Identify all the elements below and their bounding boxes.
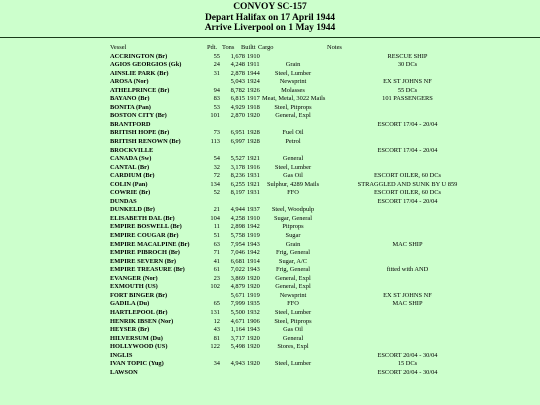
cell-cargo: Steel, Lumber — [274, 69, 312, 77]
cell-built: 1920 — [247, 343, 260, 351]
cell-vessel: DUNKELD (Br) — [110, 206, 155, 214]
table-row — [0, 343, 540, 352]
cell-tons: 4,943 — [230, 360, 245, 368]
cell-built: 1926 — [247, 86, 260, 94]
cell-vessel: BROCKVILLE — [110, 146, 154, 154]
cell-built: 1916 — [247, 163, 260, 171]
column-header-cargo: Cargo — [258, 44, 274, 51]
table-row — [0, 206, 540, 215]
cell-vessel: EXMOUTH (US) — [110, 283, 158, 291]
cell-tons: 2,878 — [230, 69, 245, 77]
cell-notes: fitted with AND — [386, 266, 429, 274]
cell-notes: ESCORT 17/04 - 20/04 — [377, 120, 438, 128]
cell-pdt: 55 — [213, 52, 220, 60]
cell-built: 1920 — [247, 334, 260, 342]
table-row — [0, 78, 540, 87]
table-row — [0, 318, 540, 327]
table-row — [0, 300, 540, 309]
cell-vessel: COLIN (Pan) — [110, 180, 148, 188]
cell-vessel: INGLIS — [110, 351, 133, 359]
cell-notes: 55 DCs — [397, 86, 418, 94]
cell-cargo: Newsprint — [279, 78, 307, 86]
cell-built: 1943 — [247, 240, 260, 248]
cell-notes: 30 DCs — [397, 61, 418, 69]
cell-pdt: 73 — [213, 129, 220, 137]
cell-tons: 3,717 — [230, 334, 245, 342]
table-row — [0, 275, 540, 284]
cell-vessel: COWRIE (Br) — [110, 189, 151, 197]
cell-pdt: 131 — [210, 308, 220, 316]
cell-notes: EX ST JOHNS NF — [383, 78, 432, 86]
document-header — [0, 0, 540, 34]
cell-pdt: 24 — [213, 61, 220, 69]
cell-cargo: Steel, Pitprops — [274, 103, 312, 111]
cell-pdt: 54 — [213, 155, 220, 163]
cell-tons: 5,498 — [230, 343, 245, 351]
cell-built: 1928 — [247, 138, 260, 146]
cell-notes: MAC SHIP — [392, 240, 423, 248]
cell-tons: 7,022 — [230, 266, 245, 274]
cell-tons: 5,758 — [230, 232, 245, 240]
cell-cargo: Pitprops — [282, 223, 304, 231]
column-header-vessel: Vessel — [110, 44, 127, 51]
table-row — [0, 326, 540, 335]
table-body — [0, 53, 540, 378]
cell-cargo: Sulphur, 4289 Mails — [266, 180, 320, 188]
cell-built: 1943 — [247, 326, 260, 334]
cell-vessel: CANADA (Sw) — [110, 155, 152, 163]
cell-built: 1935 — [247, 300, 260, 308]
cell-vessel: EMPIRE BOSWELL (Br) — [110, 223, 182, 231]
cell-cargo: FFO — [287, 189, 299, 197]
cell-cargo: Steel, Lumber — [274, 308, 312, 316]
cell-built: 1920 — [247, 274, 260, 282]
cell-pdt: 71 — [213, 249, 220, 257]
cell-notes: ESCORT 20/04 - 30/04 — [377, 351, 438, 359]
cell-pdt: 53 — [213, 103, 220, 111]
cell-tons: 3,178 — [230, 163, 245, 171]
cell-pdt: 102 — [210, 283, 220, 291]
cell-vessel: FORT BINGER (Br) — [110, 291, 168, 299]
cell-built: 1931 — [247, 172, 260, 180]
cell-cargo: Molasses — [281, 86, 305, 94]
cell-cargo: Frig, General — [275, 266, 311, 274]
cell-pdt: 12 — [213, 317, 220, 325]
cell-vessel: AINSLIE PARK (Br) — [110, 69, 169, 77]
table-row — [0, 181, 540, 190]
cell-notes: ESCORT 17/04 - 20/04 — [377, 197, 438, 205]
cell-vessel: LAWSON — [110, 368, 138, 376]
column-header-notes: Notes — [327, 44, 342, 51]
cell-pdt: 65 — [213, 300, 220, 308]
cell-tons: 2,898 — [230, 223, 245, 231]
table-row — [0, 155, 540, 164]
table-row — [0, 70, 540, 79]
table-row — [0, 112, 540, 121]
cell-built: 1910 — [247, 52, 260, 60]
table-row — [0, 241, 540, 250]
cell-built: 1942 — [247, 249, 260, 257]
cell-cargo: Frig, General — [275, 249, 311, 257]
cell-vessel: IVAN TOPIC (Yug) — [110, 360, 164, 368]
cell-tons: 4,944 — [230, 206, 245, 214]
cell-tons: 5,671 — [230, 291, 245, 299]
cell-tons: 6,255 — [230, 180, 245, 188]
table-row — [0, 138, 540, 147]
cell-cargo: Petrol — [285, 138, 301, 146]
cell-cargo: Meat, Metal, 3022 Mails — [262, 95, 326, 103]
cell-cargo: Gas Oil — [283, 326, 303, 334]
cell-tons: 8,197 — [230, 189, 245, 197]
cell-built: 1928 — [247, 129, 260, 137]
cell-built: 1924 — [247, 78, 260, 86]
cell-built: 1920 — [247, 360, 260, 368]
cell-cargo: General, Expl — [275, 283, 311, 291]
cell-notes: STRAGGLED AND SUNK BY U 859 — [357, 180, 458, 188]
cell-tons: 7,954 — [230, 240, 245, 248]
cell-vessel: BAYANO (Br) — [110, 95, 150, 103]
cell-built: 1920 — [247, 283, 260, 291]
cell-tons: 7,999 — [230, 300, 245, 308]
column-header-pdt: Pdt. — [207, 44, 218, 51]
cell-vessel: HARTLEPOOL (Br) — [110, 308, 168, 316]
cell-tons: 3,869 — [230, 274, 245, 282]
cell-tons: 8,782 — [230, 86, 245, 94]
cell-notes: ESCORT 17/04 - 20/04 — [377, 146, 438, 154]
cell-tons: 4,248 — [230, 61, 245, 69]
arrive-line: Arrive Liverpool on 1 May 1944 — [204, 23, 336, 33]
convoy-table — [0, 44, 540, 377]
cell-pdt: 101 — [210, 112, 220, 120]
cell-tons: 5,527 — [230, 155, 245, 163]
cell-built: 1906 — [247, 317, 260, 325]
cell-notes: RESCUE SHIP — [387, 52, 428, 60]
cell-built: 1911 — [247, 61, 260, 69]
cell-cargo: Fuel Oil — [282, 129, 304, 137]
cell-tons: 8,236 — [230, 172, 245, 180]
cell-vessel: HILVERSUM (Du) — [110, 334, 163, 342]
cell-tons: 2,870 — [230, 112, 245, 120]
cell-tons: 7,046 — [230, 249, 245, 257]
cell-pdt: 31 — [213, 69, 220, 77]
table-row — [0, 95, 540, 104]
cell-notes: 101 PASSENGERS — [382, 95, 433, 103]
table-row — [0, 87, 540, 96]
cell-vessel: AROSA (Nor) — [110, 78, 149, 86]
table-row — [0, 129, 540, 138]
cell-cargo: Steel, Pitprops — [274, 317, 312, 325]
cell-pdt: 61 — [213, 266, 220, 274]
cell-built: 1932 — [247, 308, 260, 316]
cell-cargo: Sugar, General — [273, 214, 313, 222]
cell-cargo: General — [282, 155, 304, 163]
cell-tons: 4,929 — [230, 103, 245, 111]
cell-vessel: DUNDAS — [110, 197, 137, 205]
table-header-row — [0, 44, 540, 53]
cell-built: 1918 — [247, 103, 260, 111]
cell-tons: 1,678 — [230, 52, 245, 60]
cell-tons: 6,997 — [230, 138, 245, 146]
cell-pdt: 41 — [213, 257, 220, 265]
cell-notes: MAC SHIP — [392, 300, 423, 308]
cell-cargo: Steel, Woodpulp — [271, 206, 315, 214]
cell-notes: ESCORT OILER, 60 DCs — [374, 172, 441, 180]
cell-cargo: Sugar, A/C — [278, 257, 308, 265]
cell-built: 1917 — [247, 95, 260, 103]
cell-built: 1920 — [247, 112, 260, 120]
table-row — [0, 258, 540, 267]
cell-cargo: Grain — [285, 240, 301, 248]
cell-vessel: HOLLYWOOD (US) — [110, 343, 168, 351]
table-row — [0, 232, 540, 241]
cell-built: 1919 — [247, 232, 260, 240]
column-header-tons: Tons — [222, 44, 235, 51]
cell-tons: 5,500 — [230, 308, 245, 316]
cell-notes: EX ST JOHNS NF — [383, 291, 432, 299]
table-row — [0, 61, 540, 70]
column-header-built: Builtt — [241, 44, 256, 51]
cell-pdt: 11 — [213, 223, 220, 231]
table-row — [0, 215, 540, 224]
cell-pdt: 134 — [210, 180, 220, 188]
table-row — [0, 360, 540, 369]
cell-built: 1931 — [247, 189, 260, 197]
document-title: CONVOY SC-157 — [233, 2, 307, 12]
cell-pdt: 43 — [213, 326, 220, 334]
cell-built: 1937 — [247, 206, 260, 214]
table-row — [0, 53, 540, 62]
cell-pdt: 72 — [213, 172, 220, 180]
cell-pdt: 122 — [210, 343, 220, 351]
cell-vessel: ELISABETH DAL (Br) — [110, 214, 175, 222]
cell-pdt: 52 — [213, 189, 220, 197]
table-row — [0, 292, 540, 301]
cell-pdt: 113 — [210, 138, 220, 146]
cell-pdt: 81 — [213, 334, 220, 342]
cell-vessel: BRITISH RENOWN (Br) — [110, 138, 181, 146]
cell-cargo: Grain — [285, 61, 301, 69]
table-row — [0, 369, 540, 378]
cell-pdt: 51 — [213, 232, 220, 240]
cell-pdt: 32 — [213, 163, 220, 171]
header-divider — [0, 37, 540, 38]
cell-vessel: ATHELPRINCE (Br) — [110, 86, 170, 94]
cell-built: 1921 — [247, 155, 260, 163]
cell-vessel: EMPIRE TREASURE (Br) — [110, 266, 185, 274]
table-row — [0, 309, 540, 318]
cell-tons: 6,681 — [230, 257, 245, 265]
table-row — [0, 164, 540, 173]
table-row — [0, 335, 540, 344]
cell-pdt: 23 — [213, 274, 220, 282]
cell-cargo: General, Expl — [275, 274, 311, 282]
table-row — [0, 189, 540, 198]
cell-built: 1910 — [247, 214, 260, 222]
table-row — [0, 121, 540, 130]
cell-built: 1942 — [247, 223, 260, 231]
cell-notes: ESCORT 20/04 - 30/04 — [377, 368, 438, 376]
table-row — [0, 283, 540, 292]
cell-cargo: Steel, Lumber — [274, 360, 312, 368]
table-row — [0, 249, 540, 258]
cell-notes: 15 DCs — [397, 360, 418, 368]
cell-vessel: BOSTON CITY (Br) — [110, 112, 167, 120]
cell-tons: 1,164 — [230, 326, 245, 334]
cell-vessel: EMPIRE COUGAR (Br) — [110, 232, 179, 240]
cell-built: 1944 — [247, 69, 260, 77]
cell-vessel: BRANTFORD — [110, 120, 151, 128]
cell-cargo: FFO — [287, 300, 299, 308]
cell-vessel: BRITISH HOPE (Br) — [110, 129, 170, 137]
cell-vessel: GADILA (Du) — [110, 300, 150, 308]
cell-pdt: 104 — [210, 214, 220, 222]
cell-vessel: BONITA (Pan) — [110, 103, 151, 111]
cell-built: 1914 — [247, 257, 260, 265]
table-row — [0, 198, 540, 207]
table-row — [0, 266, 540, 275]
cell-vessel: AGIOS GEORGIOS (Gk) — [110, 61, 182, 69]
cell-pdt: 83 — [213, 95, 220, 103]
cell-cargo: General — [282, 334, 304, 342]
cell-pdt: 63 — [213, 240, 220, 248]
cell-cargo: Steel, Lumber — [274, 163, 312, 171]
cell-vessel: HENRIK IBSEN (Nor) — [110, 317, 174, 325]
table-row — [0, 172, 540, 181]
table-row — [0, 223, 540, 232]
cell-vessel: EVANGER (Nor) — [110, 274, 158, 282]
cell-vessel: ACCRINGTON (Br) — [110, 52, 168, 60]
cell-tons: 4,879 — [230, 283, 245, 291]
cell-vessel: EMPIRE MACALPINE (Br) — [110, 240, 190, 248]
table-row — [0, 352, 540, 361]
cell-tons: 4,671 — [230, 317, 245, 325]
cell-vessel: CANTAL (Br) — [110, 163, 150, 171]
table-row — [0, 147, 540, 156]
cell-pdt: 21 — [213, 206, 220, 214]
cell-tons: 6,951 — [230, 129, 245, 137]
cell-cargo: Sugar — [285, 232, 301, 240]
cell-notes: ESCORT OILER, 60 DCs — [374, 189, 441, 197]
cell-pdt: 34 — [213, 360, 220, 368]
table-row — [0, 104, 540, 113]
cell-vessel: CARDIUM (Br) — [110, 172, 155, 180]
cell-cargo: Stores, Expl — [277, 343, 309, 351]
cell-cargo: General, Expl — [275, 112, 311, 120]
cell-cargo: Newsprint — [279, 291, 307, 299]
cell-tons: 6,815 — [230, 95, 245, 103]
depart-line: Depart Halifax on 17 April 1944 — [204, 12, 336, 23]
cell-pdt: 94 — [213, 86, 220, 94]
cell-tons: 5,043 — [230, 78, 245, 86]
cell-vessel: EMPIRE SEVERN (Br) — [110, 257, 177, 265]
cell-built: 1943 — [247, 266, 260, 274]
cell-built: 1921 — [247, 180, 260, 188]
cell-built: 1919 — [247, 291, 260, 299]
cell-cargo: Gas Oil — [283, 172, 303, 180]
cell-tons: 4,258 — [230, 214, 245, 222]
cell-vessel: EMPIRE PIBROCH (Br) — [110, 249, 180, 257]
cell-vessel: HEYSER (Br) — [110, 326, 150, 334]
